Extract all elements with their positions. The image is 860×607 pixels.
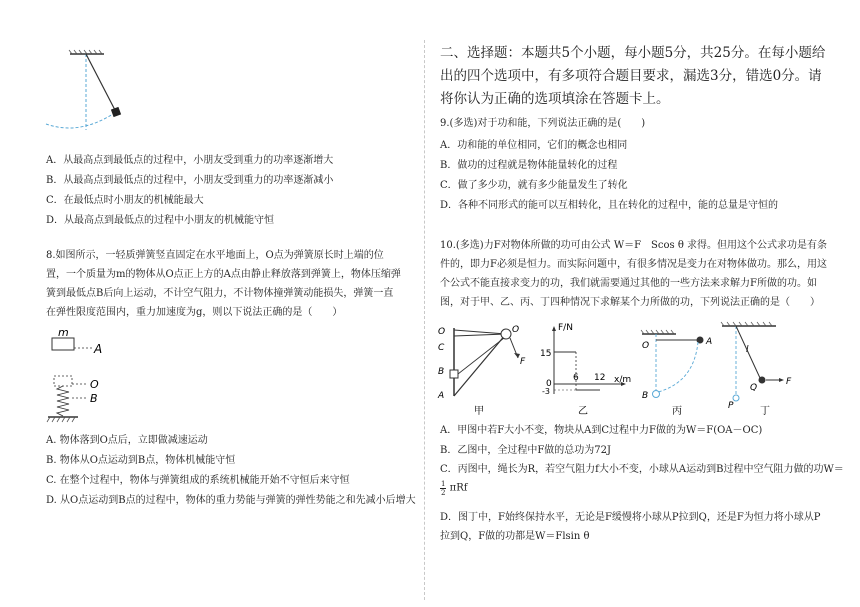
jia-label-o2: O [512,325,520,335]
q8-option-b: B. 物体从O点运动到B点，物体机械能守恒 [46,455,236,466]
yi-tick-15: 15 [540,349,552,359]
yi-label-xm: x/m [614,375,632,385]
jia-label-a: A [438,391,445,401]
q9-option-a: A．功和能的单位相同，它们的概念也相同 [440,140,628,151]
q10-stem: 10.(多选)力F对物体所做的功可由公式 W＝F Scos θ 求得。但用这个公式求功是有条件的，即力F必须是恒力。而实际问题中，有很多情况是变力在对物体做功。那么，用这个公式不能直接求变力的功，我们就需要通过其他的一些方法来求解力F所做的功。如图，对于甲、乙、丙、丁四种情况下求解某个力所做的功，下列说法正确的是（ ） [440,240,828,308]
frac-numerator: 1 [441,480,446,488]
yi-tick-12: 12 [594,373,606,383]
label-b: B [90,392,98,405]
yi-tick-6: 6 [573,373,579,383]
q9-option-d: D．各种不同形式的能可以互相转化，且在转化的过程中，能的总量是守恒的 [440,200,779,211]
bing-caption: 丙 [672,406,682,417]
q8-option-c: C. 在整个过程中，物体与弹簧组成的系统机械能开始不守恒后来守恒 [46,475,350,486]
jia-label-f: F [520,357,526,367]
q7-option-d: D．从最高点到最低点的过程中小朋友的机械能守恒 [46,215,275,226]
ding-label-f: F [786,377,792,387]
pendulum-figure [40,48,130,138]
q10-option-d: D．图丁中，F始终保持水平，无论是F缓慢将小球从P拉到Q，还是F为恒力将小球从P拉到Q，F做的功都是W＝Flsin θ [440,512,821,542]
q9-stem: 9.(多选)对于功和能，下列说法正确的是( ) [440,118,646,129]
q9-option-b: B．做功的过程就是物体能量转化的过程 [440,160,618,171]
bing-label-a: A [706,337,713,347]
label-m: m [58,326,69,339]
spring-figure [44,326,124,426]
q10-option-c: C．丙图中，绳长为R，若空气阻力f大小不变，小球从A运动到B过程中空气阻力做的功W＝ [440,464,844,475]
figure-jia [437,325,526,417]
jia-label-o: O [438,327,446,337]
yi-label-fn: F/N [558,323,573,333]
q10-option-c-tail: πRf [449,482,468,494]
q10-option-b: B．乙图中，全过程中F做的总功为72J [440,445,612,456]
ding-label-q: Q [750,383,758,393]
figure-bing [641,330,712,417]
q10-figures [436,320,836,420]
label-o: O [90,378,99,391]
ding-label-l: l [746,345,749,355]
q8-stem: 8.如图所示，一轻质弹簧竖直固定在水平地面上，O点为弹簧原长时上端的位置，一个质量为m的物体从O点正上方的A点由静止释放落到弹簧上，物体压缩弹簧到最低点B后向上运动，不计空气阻力，不计物体撞弹簧动能损失，弹簧一直在弹性限度范围内，重力加速度为g，则以下说法正确的是（ ） [46,250,401,318]
jia-caption: 甲 [474,406,484,417]
q10-option-a: A．甲图中若F大小不变，物块从A到C过程中力F做的为W＝F(OA－OC) [440,425,763,436]
jia-label-c: C [438,343,445,353]
q8-option-d: D. 从O点运动到B点的过程中，物体的重力势能与弹簧的弹性势能之和先减小后增大 [46,495,416,506]
column-divider [424,40,425,600]
q7-option-a: A．从最高点到最低点的过程中，小朋友受到重力的功率逐渐增大 [46,155,334,166]
yi-tick-m3: -3 [542,387,550,396]
ding-label-p: P [728,401,734,411]
figure-ding [721,322,792,417]
q7-option-b: B．从最高点到最低点的过程中，小朋友受到重力的功率逐渐减小 [46,175,334,186]
label-a: A [94,342,103,356]
bing-label-o: O [642,341,650,351]
ding-caption: 丁 [760,406,770,417]
q9-option-c: C．做了多少功，就有多少能量发生了转化 [440,180,628,191]
frac-denominator: 2 [441,489,446,497]
q8-option-a: A. 物体落到O点后，立即做减速运动 [46,435,208,446]
q10-option-c-fraction [440,480,467,497]
yi-caption: 乙 [578,406,588,417]
figure-yi [540,323,631,417]
q7-option-c: C．在最低点时小朋友的机械能最大 [46,195,204,206]
section-heading: 二、选择题：本题共5个小题，每小题5分，共25分。在每小题给出的四个选项中，有多项符合题目要求，漏选3分，错选0分。请将你认为正确的选项填涂在答题卡上。 [440,45,826,107]
yi-tick-0: 0 [546,379,552,389]
bing-label-b: B [642,391,649,401]
jia-label-b: B [438,367,445,377]
